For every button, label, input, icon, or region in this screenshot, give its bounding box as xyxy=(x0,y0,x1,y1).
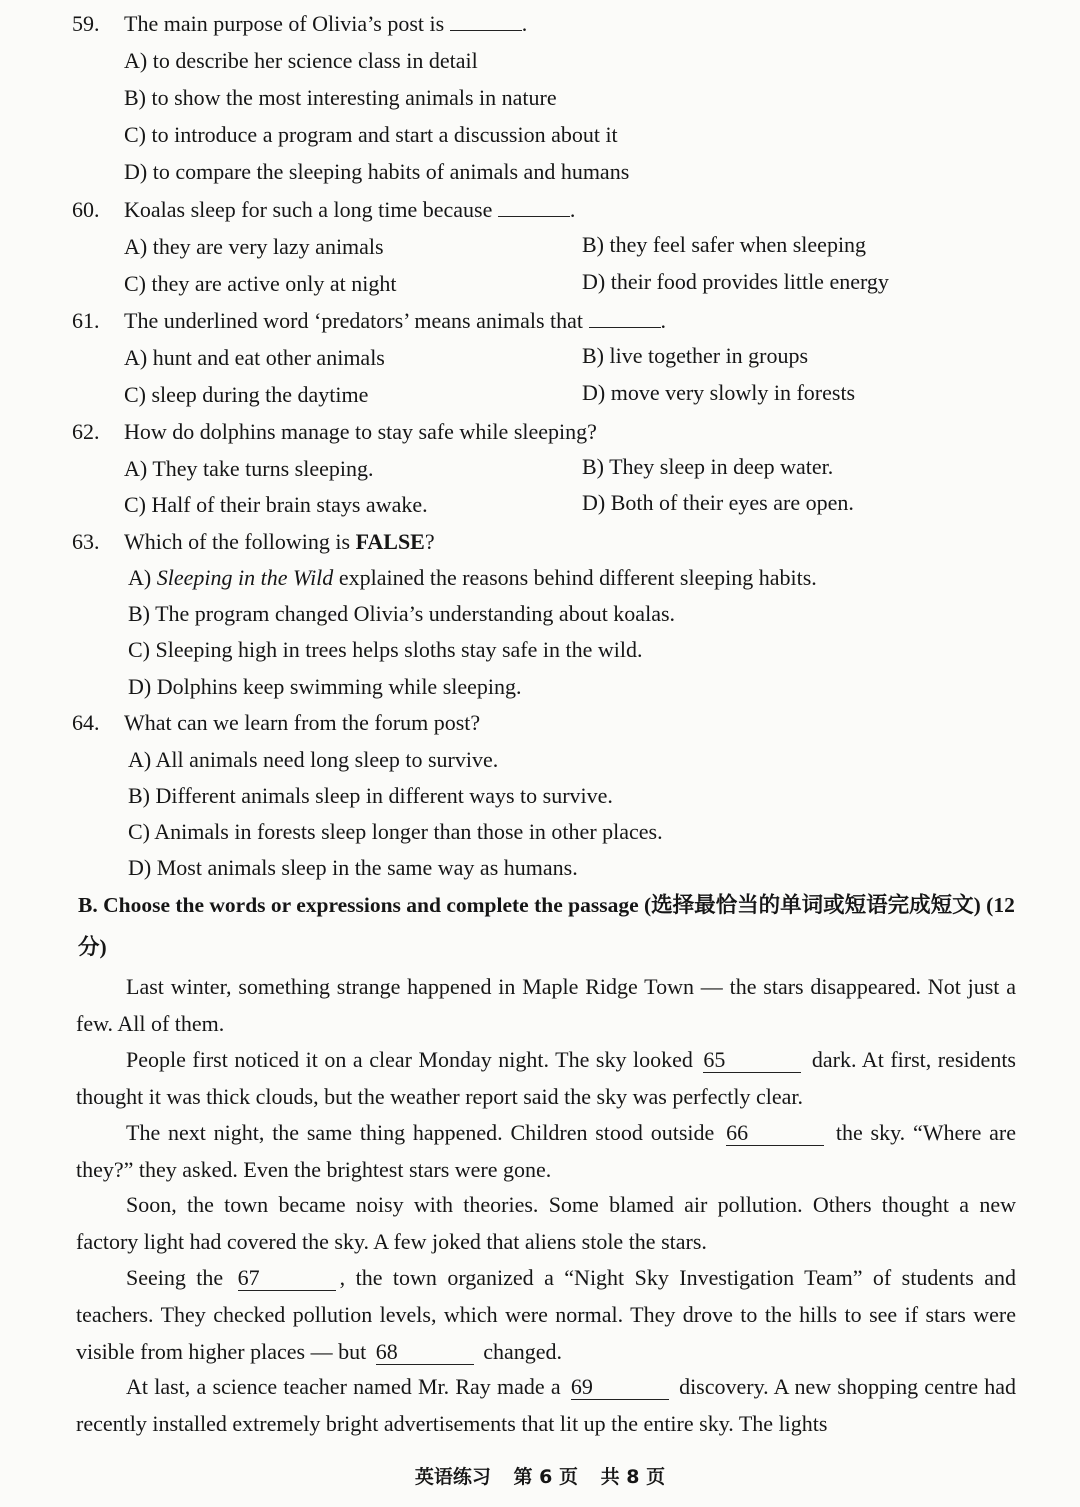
question-number: 59. xyxy=(72,11,100,36)
question-stem-end: ? xyxy=(424,529,435,554)
option-62-a: A) They take turns sleeping. xyxy=(124,456,374,481)
footer-subject: 英语练习 xyxy=(414,1466,491,1488)
blank-66: 66 xyxy=(726,1121,824,1146)
option-64-a: A) All animals need long sleep to survive. xyxy=(128,747,499,772)
question-61 xyxy=(72,306,666,336)
option-61-b: B) live together in groups xyxy=(582,343,809,368)
question-stem: Which of the following is xyxy=(124,529,351,554)
question-number: 60. xyxy=(72,197,100,222)
question-number: 62. xyxy=(72,419,100,444)
passage-paragraph-4: Soon, the town became noisy with theories. Some blamed air pollution. Others thought a new factory light had covered the sky. A few joked that aliens stole the stars. xyxy=(76,1192,1016,1254)
question-number: 61. xyxy=(72,308,100,333)
answer-blank xyxy=(498,198,570,217)
question-64 xyxy=(72,708,480,738)
option-60-c: C) they are active only at night xyxy=(124,271,397,296)
answer-blank xyxy=(589,309,661,328)
answer-blank xyxy=(450,12,522,31)
option-59-d: D) to compare the sleeping habits of animals and humans xyxy=(124,159,630,184)
option-63-d: D) Dolphins keep swimming while sleeping. xyxy=(128,674,522,699)
option-label: A) xyxy=(128,565,152,590)
page-footer xyxy=(0,1462,1080,1489)
question-59 xyxy=(72,9,527,39)
question-number: 63. xyxy=(72,529,100,554)
footer-total-pages: 共 8 页 xyxy=(600,1466,666,1488)
question-stem: What can we learn from the forum post? xyxy=(124,710,481,735)
option-63-b: B) The program changed Olivia’s understanding about koalas. xyxy=(128,601,676,626)
footer-page-number: 第 6 页 xyxy=(513,1466,578,1488)
option-60-a: A) they are very lazy animals xyxy=(124,234,384,259)
passage-text: , the town organized a “Night Sky Investigation Team” of students and teachers. They checked pollution levels, which were normal. They drove to the hills to see if stars were visible from higher places — but xyxy=(76,1265,1016,1364)
blank-65: 65 xyxy=(703,1048,801,1073)
passage-paragraph-6 xyxy=(76,1368,1016,1442)
option-64-b: B) Different animals sleep in different ways to survive. xyxy=(128,783,613,808)
option-64-c: C) Animals in forests sleep longer than those in other places. xyxy=(128,819,663,844)
option-59-c: C) to introduce a program and start a discussion about it xyxy=(124,122,618,147)
question-62 xyxy=(72,417,597,447)
option-62-d: D) Both of their eyes are open. xyxy=(582,490,854,515)
passage-paragraph-2 xyxy=(76,1041,1016,1115)
passage-paragraph-5 xyxy=(76,1259,1016,1370)
option-61-c: C) sleep during the daytime xyxy=(124,382,369,407)
passage-text: discovery. A new shopping centre had recently installed extremely bright advertisements that lit up the entire sky. The lights xyxy=(76,1374,1017,1436)
question-stem: The underlined word ‘predators’ means animals that xyxy=(124,308,583,333)
passage-text: Seeing the xyxy=(126,1265,224,1290)
question-stem: Koalas sleep for such a long time because xyxy=(124,197,493,222)
option-63-a xyxy=(128,563,817,593)
passage-text: changed. xyxy=(483,1339,563,1364)
question-60 xyxy=(72,195,575,225)
passage-text: the sky. “Where are they?” they asked. Even the brightest stars were gone. xyxy=(76,1120,1017,1182)
passage-paragraph-3 xyxy=(76,1114,1016,1188)
question-end: . xyxy=(521,11,528,36)
question-stem: How do dolphins manage to stay safe while sleeping? xyxy=(124,419,597,444)
question-stem: The main purpose of Olivia’s post is xyxy=(124,11,445,36)
question-end: . xyxy=(569,197,576,222)
option-60-b: B) they feel safer when sleeping xyxy=(582,232,867,257)
option-64-d: D) Most animals sleep in the same way as humans. xyxy=(128,855,578,880)
passage-paragraph-1: Last winter, something strange happened in Maple Ridge Town — the stars disappeared. Not just a few. All of them. xyxy=(76,974,1016,1036)
passage-text: At last, a science teacher named Mr. Ray made a xyxy=(126,1374,561,1399)
blank-68: 68 xyxy=(376,1340,474,1365)
option-61-d: D) move very slowly in forests xyxy=(582,380,856,405)
option-62-b: B) They sleep in deep water. xyxy=(582,454,834,479)
question-63 xyxy=(72,527,435,557)
option-62-c: C) Half of their brain stays awake. xyxy=(124,492,428,517)
option-59-b: B) to show the most interesting animals in nature xyxy=(124,85,557,110)
question-number: 64. xyxy=(72,710,100,735)
option-text: explained the reasons behind different sleeping habits. xyxy=(338,565,817,590)
blank-67: 67 xyxy=(238,1266,336,1291)
option-63-c: C) Sleeping high in trees helps sloths stay safe in the wild. xyxy=(128,637,643,662)
option-60-d: D) their food provides little energy xyxy=(582,269,889,294)
option-59-a: A) to describe her science class in detail xyxy=(124,48,478,73)
program-title: Sleeping in the Wild xyxy=(156,565,334,590)
blank-69: 69 xyxy=(571,1375,669,1400)
section-b-title: B. Choose the words or expressions and complete the passage (选择最恰当的单词或短语完成短文) (12 分) xyxy=(78,893,1015,959)
question-end: . xyxy=(660,308,666,333)
passage-text: dark. At first, residents thought it was thick clouds, but the weather report said the sky was perfectly clear. xyxy=(76,1047,1016,1109)
passage-text: People first noticed it on a clear Monday night. The sky looked xyxy=(126,1047,693,1072)
passage-text: The next night, the same thing happened. Children stood outside xyxy=(126,1120,715,1145)
option-61-a: A) hunt and eat other animals xyxy=(124,345,385,370)
question-stem-bold: FALSE xyxy=(355,529,425,554)
